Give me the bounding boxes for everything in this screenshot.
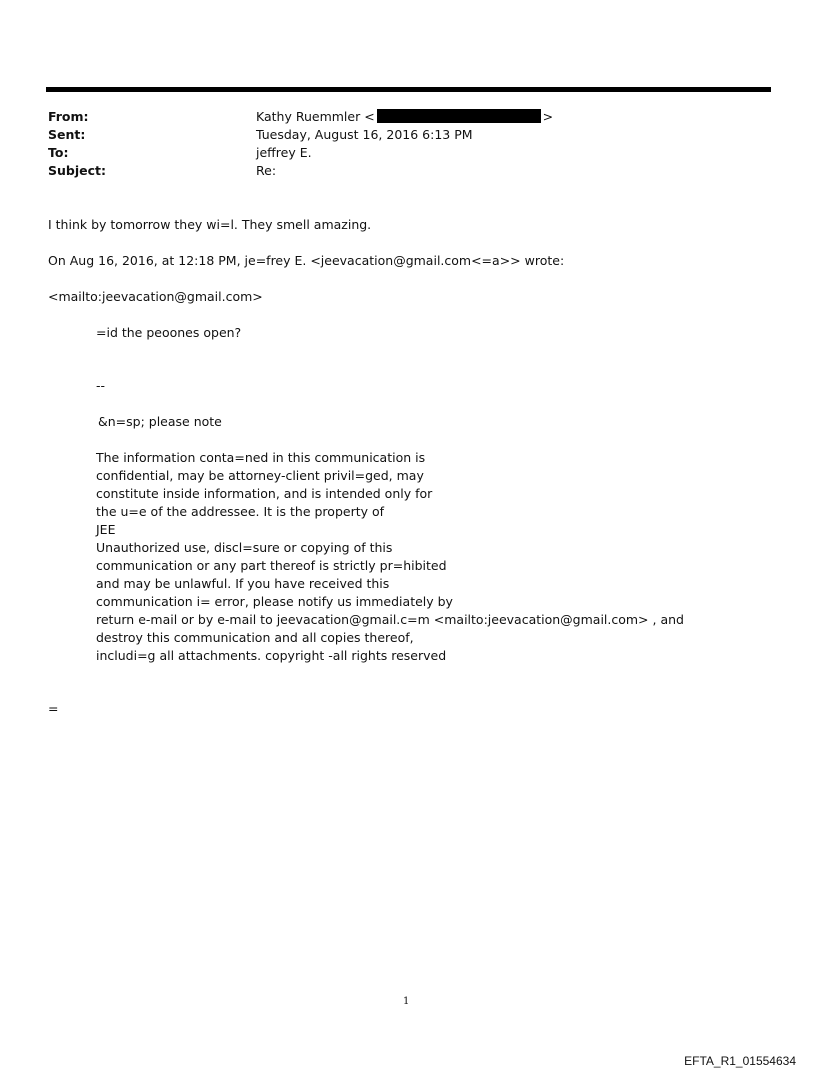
disclaimer-line: Unauthorized use, discl=sure or copying of this <box>96 540 393 555</box>
to-label: To: <box>48 145 69 160</box>
disclaimer-line: communication or any part thereof is strictly pr=hibited <box>96 558 447 573</box>
subject-value: Re: <box>256 163 277 178</box>
to-value: jeffrey E. <box>256 145 312 160</box>
reply-text: I think by tomorrow they wi=l. They smell amazing. <box>48 217 372 232</box>
quote-intro: On Aug 16, 2016, at 12:18 PM, je=frey E. <jeevacation@gmail.com<=a>> wrote: <box>48 253 565 268</box>
document-id: EFTA_R1_01554634 <box>684 1054 796 1068</box>
from-close: > <box>542 109 554 124</box>
sent-label: Sent: <box>48 127 86 142</box>
subject-label: Subject: <box>48 163 106 178</box>
disclaimer-line: JEE <box>96 522 116 537</box>
from-value <box>256 108 553 126</box>
disclaimer-line: constitute inside information, and is intended only for <box>96 486 433 501</box>
trailing-equals: = <box>48 701 59 716</box>
signature-separator: -- <box>96 378 106 393</box>
from-label: From: <box>48 109 89 124</box>
page-number: 1 <box>403 996 410 1007</box>
disclaimer-line: and may be unlawful. If you have received this <box>96 576 390 591</box>
disclaimer-line: The information conta=ned in this communication is <box>96 450 426 465</box>
disclaimer-line: confidential, may be attorney-client privil=ged, may <box>96 468 424 483</box>
redaction-box <box>377 109 541 123</box>
disclaimer-line: the u=e of the addressee. It is the property of <box>96 504 385 519</box>
please-note: &n=sp; please note <box>98 414 222 429</box>
mailto-line: <mailto:jeevacation@gmail.com> <box>48 289 263 304</box>
disclaimer-line: return e-mail or by e-mail to jeevacation@gmail.c=m <mailto:jeevacation@gmail.com> , and <box>96 612 684 627</box>
disclaimer-line: includi=g all attachments. copyright -all rights reserved <box>96 648 447 663</box>
quoted-question: =id the peoones open? <box>96 325 242 340</box>
sent-value: Tuesday, August 16, 2016 6:13 PM <box>256 127 473 142</box>
from-name: Kathy Ruemmler < <box>256 109 375 124</box>
disclaimer-line: communication i= error, please notify us immediately by <box>96 594 453 609</box>
disclaimer-line: destroy this communication and all copies thereof, <box>96 630 414 645</box>
header-rule <box>46 87 771 92</box>
